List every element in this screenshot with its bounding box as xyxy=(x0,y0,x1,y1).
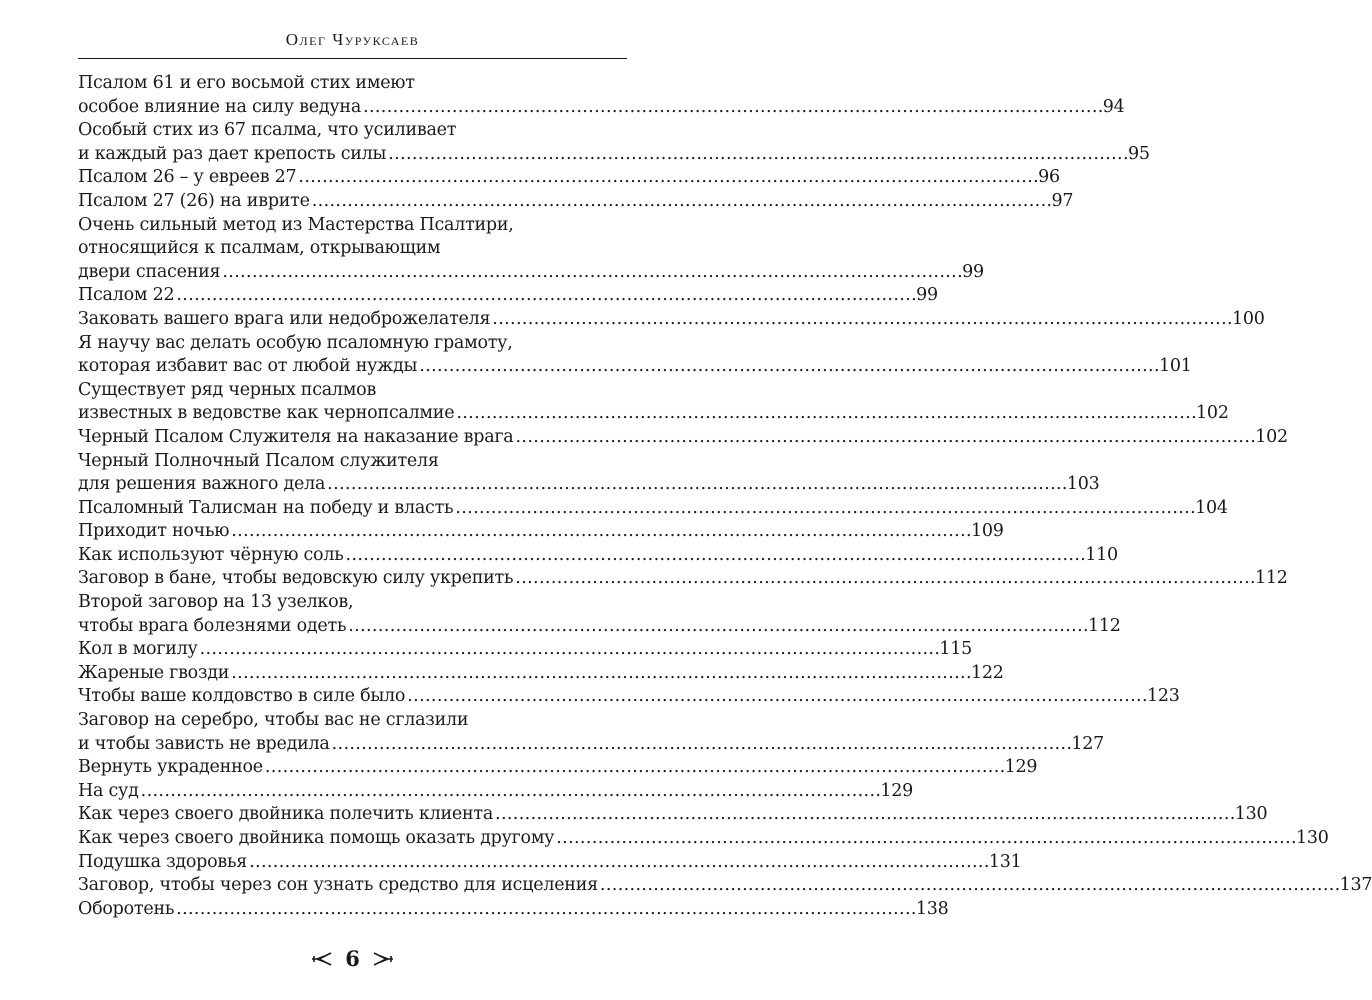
dot-leader xyxy=(247,851,989,875)
toc-entry-title: Псалом 27 (26) на иврите xyxy=(78,190,310,211)
toc-entry-title: Заговор на серебро, чтобы вас не сглазили xyxy=(78,710,469,731)
dot-leader xyxy=(229,520,971,544)
toc-entry[interactable] xyxy=(78,803,1268,827)
toc-entry[interactable] xyxy=(78,308,1265,332)
toc-entry[interactable] xyxy=(78,756,1038,780)
dot-leader xyxy=(263,756,1005,780)
table-of-contents xyxy=(78,72,1372,921)
toc-entry-page: 122 xyxy=(970,662,1004,683)
toc-entry-page: 100 xyxy=(1232,308,1265,329)
toc-entry-page: 130 xyxy=(1234,804,1268,825)
toc-entry-page: 101 xyxy=(1158,356,1192,377)
toc-entry-title: Псаломный Талисман на победу и власть xyxy=(78,497,454,518)
toc-entry-title: Кол в могилу xyxy=(78,639,198,660)
toc-entry-title: Черный Псалом Служителя на наказание врага xyxy=(78,426,514,447)
dot-leader xyxy=(198,638,940,662)
toc-entry-page: 110 xyxy=(1085,544,1118,565)
toc-entry-title: и чтобы зависть не вредила xyxy=(78,733,330,754)
toc-entry-title: Оборотень xyxy=(78,898,175,919)
toc-entry[interactable] xyxy=(78,497,1228,521)
dot-leader xyxy=(325,473,1067,497)
dot-leader xyxy=(490,308,1232,332)
toc-entry-title: Как через своего двойника полечить клиента xyxy=(78,804,494,825)
toc-entry-title: Заговор в бане, чтобы ведовскую силу укрепить xyxy=(78,568,514,589)
toc-entry-page: 129 xyxy=(1004,757,1038,778)
toc-entry-title: Жареные гвозди xyxy=(78,662,230,683)
toc-entry-title: и каждый раз дает крепость силы xyxy=(78,143,387,164)
toc-entry[interactable] xyxy=(78,332,1192,379)
toc-entry[interactable] xyxy=(78,72,1125,119)
dot-leader xyxy=(405,685,1147,709)
toc-entry-page: 129 xyxy=(880,780,914,801)
dot-leader xyxy=(493,803,1235,827)
toc-entry-title: двери спасения xyxy=(78,261,221,282)
toc-entry[interactable] xyxy=(78,166,1060,190)
toc-entry[interactable] xyxy=(78,379,1229,426)
toc-entry[interactable] xyxy=(78,426,1288,450)
dot-leader xyxy=(139,780,881,804)
toc-entry[interactable] xyxy=(78,638,972,662)
toc-entry[interactable] xyxy=(78,450,1100,497)
toc-entry-title: Черный Полночный Псалом служителя xyxy=(78,450,439,471)
toc-entry-title: Особый стих из 67 псалма, что усиливает xyxy=(78,120,457,141)
toc-entry-page: 127 xyxy=(1071,733,1104,754)
dot-leader xyxy=(343,544,1085,568)
toc-entry[interactable] xyxy=(78,662,1004,686)
page-number: 6 xyxy=(345,946,360,971)
toc-entry[interactable] xyxy=(78,520,1004,544)
toc-entry[interactable] xyxy=(78,685,1180,709)
dot-leader xyxy=(361,96,1103,120)
toc-entry-page: 99 xyxy=(962,261,984,282)
toc-entry[interactable] xyxy=(78,898,949,922)
dot-leader xyxy=(229,662,971,686)
toc-entry-page: 109 xyxy=(970,521,1004,542)
toc-entry-title: относящийся к псалмам, открывающим xyxy=(78,238,441,259)
toc-entry-title: Псалом 26 – у евреев 27 xyxy=(78,167,297,188)
toc-entry-title: Подушка здоровья xyxy=(78,851,248,872)
toc-entry-page: 112 xyxy=(1255,568,1288,589)
toc-entry-page: 102 xyxy=(1196,403,1229,424)
right-ornament-icon xyxy=(373,951,395,967)
toc-entry-title: Псалом 61 и его восьмой стих имеют xyxy=(78,73,415,93)
toc-entry-title: для решения важного дела xyxy=(78,474,326,495)
dot-leader xyxy=(296,166,1038,190)
toc-entry-title: Как используют чёрную соль xyxy=(78,544,344,565)
toc-entry-page: 99 xyxy=(916,285,938,306)
dot-leader xyxy=(513,567,1255,591)
toc-entry-page: 97 xyxy=(1051,190,1074,211)
dot-leader xyxy=(453,497,1195,521)
toc-entry[interactable] xyxy=(78,119,1150,166)
toc-entry-page: 131 xyxy=(988,851,1022,872)
dot-leader xyxy=(514,426,1256,450)
dot-leader xyxy=(174,284,916,308)
toc-entry-title: Очень сильный метод из Мастерства Псалтири, xyxy=(78,214,514,235)
toc-entry-page: 96 xyxy=(1038,167,1060,188)
toc-entry-title: Существует ряд черных псалмов xyxy=(78,379,377,400)
toc-entry[interactable] xyxy=(78,284,938,308)
toc-entry[interactable] xyxy=(78,214,984,285)
toc-entry-title: Я научу вас делать особую псаломную грамоту, xyxy=(78,332,513,353)
toc-entry-title: Второй заговор на 13 узелков, xyxy=(78,592,354,613)
toc-entry-page: 115 xyxy=(939,639,972,660)
toc-entry[interactable] xyxy=(78,851,1022,875)
toc-entry[interactable] xyxy=(78,567,1288,591)
dot-leader xyxy=(386,143,1128,167)
dot-leader xyxy=(310,190,1052,214)
toc-entry-title: Псалом 22 xyxy=(78,285,175,306)
dot-leader xyxy=(454,402,1196,426)
dot-leader xyxy=(417,355,1159,379)
toc-entry-page: 95 xyxy=(1127,143,1150,164)
toc-entry-title: Заговор, чтобы через сон узнать средство для исцеления xyxy=(78,875,598,896)
dot-leader xyxy=(346,615,1088,639)
page-footer xyxy=(0,944,705,971)
dot-leader xyxy=(598,874,1340,898)
toc-entry-page: 103 xyxy=(1066,474,1100,495)
dot-leader xyxy=(174,898,916,922)
dot-leader xyxy=(330,733,1072,757)
toc-entry-title: известных в ведовстве как чернопсалмие xyxy=(78,403,455,424)
toc-entry-page: 112 xyxy=(1087,615,1121,636)
toc-entry-page: 104 xyxy=(1195,497,1228,518)
toc-entry-title: На суд xyxy=(78,780,139,801)
toc-entry-title: Приходит ночью xyxy=(78,521,230,542)
toc-entry-title: Вернуть украденное xyxy=(78,757,263,778)
toc-entry-page: 123 xyxy=(1146,686,1180,707)
toc-entry[interactable] xyxy=(78,780,914,804)
left-ornament-icon xyxy=(310,951,332,967)
toc-entry[interactable] xyxy=(78,709,1104,756)
toc-entry-page: 130 xyxy=(1295,828,1329,848)
toc-entry[interactable] xyxy=(78,544,1118,568)
toc-entry-title: чтобы врага болезнями одеть xyxy=(78,615,347,636)
running-header: Олег Чуруксаев xyxy=(285,30,420,49)
toc-entry[interactable] xyxy=(78,827,1329,851)
toc-entry-title: которая избавит вас от любой нужды xyxy=(78,356,418,377)
header-rule xyxy=(78,58,627,59)
toc-entry-title: особое влияние на силу ведуна xyxy=(78,96,362,117)
toc-entry-title: Чтобы ваше колдовство в силе было xyxy=(78,686,406,707)
toc-entry[interactable] xyxy=(78,874,1372,898)
toc-entry-title: Как через своего двойника помощь оказать другому xyxy=(78,828,555,848)
toc-entry-page: 137 xyxy=(1339,875,1372,896)
dot-leader xyxy=(554,827,1296,851)
toc-entry-title: Заковать вашего врага или недоброжелателя xyxy=(78,308,491,329)
toc-entry-page: 138 xyxy=(915,898,949,919)
toc-entry-page: 94 xyxy=(1102,96,1125,117)
toc-entry[interactable] xyxy=(78,591,1121,638)
dot-leader xyxy=(220,261,962,285)
toc-entry-page: 102 xyxy=(1255,426,1288,447)
toc-entry[interactable] xyxy=(78,190,1074,214)
